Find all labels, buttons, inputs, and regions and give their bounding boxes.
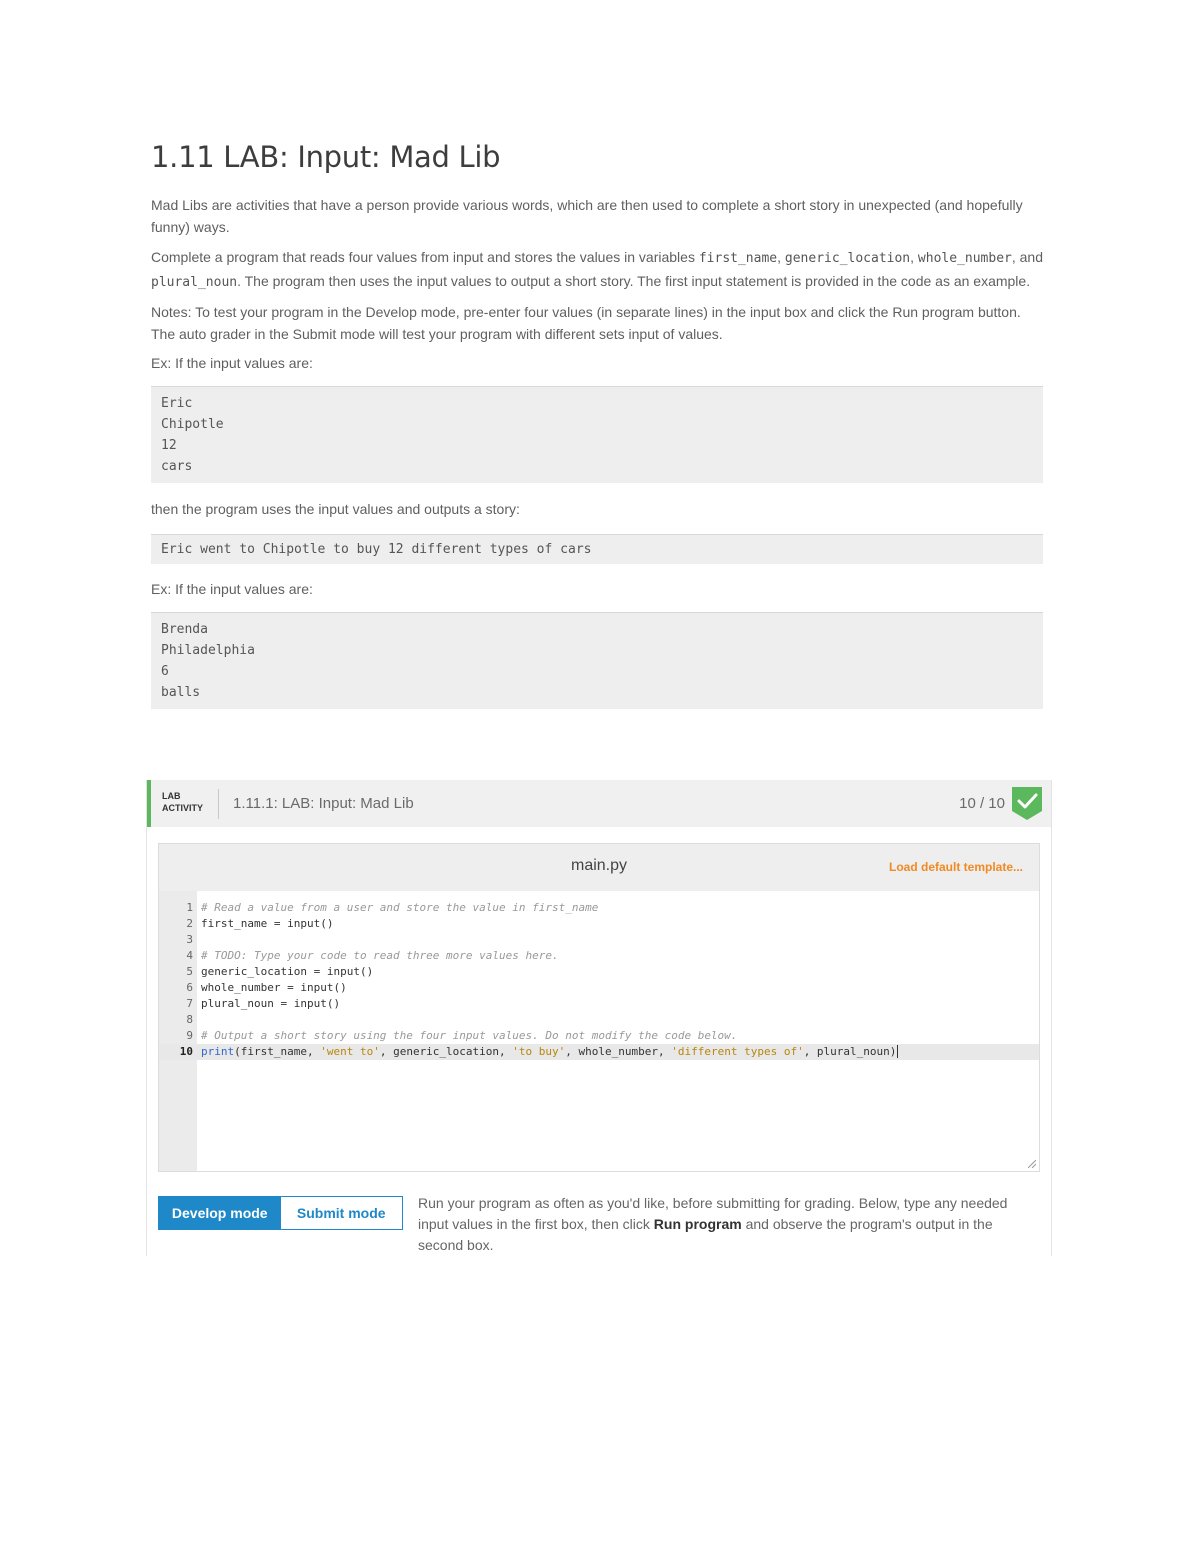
example2-input-line: Brenda: [161, 622, 208, 637]
code-editor[interactable]: [158, 843, 1040, 1172]
code-line[interactable]: [159, 916, 1039, 932]
example1-input-line: Eric: [161, 396, 193, 411]
resize-handle-icon[interactable]: [1028, 1160, 1036, 1168]
example1-label: Ex: If the input values are:: [151, 355, 313, 371]
line-number: 6: [186, 981, 193, 994]
example2-input-line: Philadelphia: [161, 643, 255, 658]
code-line[interactable]: [159, 980, 1039, 996]
var-whole-number: whole_number: [917, 251, 1012, 266]
code-comment: # Read a value from a user and store the value in first_name: [201, 901, 599, 914]
editor-filename: main.py: [570, 857, 628, 874]
code-string: 'to buy': [512, 1045, 566, 1058]
task-sep-3: , and: [1011, 249, 1043, 265]
code-args: , generic_location,: [379, 1045, 513, 1058]
example1-input-line: Chipotle: [161, 417, 224, 432]
example1-output-box: [151, 534, 1043, 564]
code-line[interactable]: [159, 1028, 1039, 1044]
task-text-post: . The program then uses the input values to output a short story. The first input statement is provided in the code as an example.: [237, 273, 1031, 289]
mode-toggle: [158, 1196, 403, 1230]
task-paragraph: [151, 246, 1043, 294]
lab-description: [151, 140, 1043, 709]
line-number: 10: [179, 1045, 193, 1058]
code-line[interactable]: [159, 932, 1039, 948]
lab-tag-line: ACTIVITY: [162, 803, 204, 813]
example1-input-line: 12: [161, 438, 177, 453]
code-text: whole_number = input(): [201, 981, 347, 994]
line-number: 1: [186, 901, 193, 914]
hint-text-end: and observe the program's output in the second box.: [418, 1216, 993, 1253]
completed-check-icon: [1012, 787, 1042, 820]
code-text: generic_location = input(): [201, 965, 374, 978]
code-line[interactable]: [159, 1012, 1039, 1028]
line-number: 2: [186, 917, 193, 930]
example2-input-line: balls: [161, 685, 201, 700]
code-line[interactable]: [159, 964, 1039, 980]
lab-activity-title: 1.11.1: LAB: Input: Mad Lib: [233, 795, 414, 812]
code-text: first_name = input(): [201, 917, 334, 930]
lab-activity-panel: [146, 780, 1052, 1256]
task-sep-1: ,: [777, 249, 785, 265]
header-divider: [218, 789, 219, 819]
text-cursor: [897, 1045, 898, 1058]
lab-score: 10 / 10: [959, 795, 1005, 812]
line-number: 8: [186, 1013, 193, 1026]
var-generic-location: generic_location: [784, 251, 911, 266]
code-line-active[interactable]: [159, 1044, 1039, 1060]
example1-input-box: [151, 386, 1043, 483]
var-plural-noun: plural_noun: [151, 275, 238, 290]
code-text: plural_noun = input(): [201, 997, 341, 1010]
code-string: 'different types of': [671, 1045, 804, 1058]
code-line[interactable]: [159, 900, 1039, 916]
code-line[interactable]: [159, 948, 1039, 964]
editor-header: [159, 844, 1039, 891]
example2-label: Ex: If the input values are:: [151, 581, 313, 597]
code-args: (first_name,: [234, 1045, 321, 1058]
line-number: 4: [186, 949, 193, 962]
code-args: , plural_noun): [803, 1045, 897, 1058]
example2-input-box: [151, 612, 1043, 709]
code-comment: # TODO: Type your code to read three more values here.: [201, 949, 559, 962]
lab-activity-header: [147, 780, 1051, 827]
then-text: then the program uses the input values and outputs a story:: [151, 501, 520, 517]
notes-paragraph: Notes: To test your program in the Develop mode, pre-enter four values (in separate lines) in the input box and click the Run program button. The auto grader in the Submit mode will test your program with different sets input of values.: [151, 304, 1021, 342]
code-comment: # Output a short story using the four input values. Do not modify the code below.: [201, 1029, 738, 1042]
code-lines[interactable]: [159, 900, 1039, 1060]
example1-output-line: Eric went to Chipotle to buy 12 different types of cars: [161, 542, 592, 557]
submit-mode-button[interactable]: Submit mode: [281, 1197, 403, 1229]
code-line[interactable]: [159, 996, 1039, 1012]
lab-activity-tag: [162, 790, 203, 814]
load-default-template-link[interactable]: Load default template...: [888, 860, 1023, 874]
hint-text: Run your program as often as you'd like, before submitting for grading. Below, type any needed input values in the first box, then click: [418, 1195, 1008, 1232]
line-number: 5: [186, 965, 193, 978]
code-func: print: [201, 1045, 235, 1058]
code-string: 'went to': [320, 1045, 380, 1058]
line-number: 7: [186, 997, 193, 1010]
task-text-pre: Complete a program that reads four values from input and stores the values in variables: [151, 249, 699, 265]
var-first-name: first_name: [698, 251, 778, 266]
hint-run-program: Run program: [653, 1216, 742, 1232]
page-title: 1.11 LAB: Input: Mad Lib: [151, 140, 501, 174]
lab-tag-line: LAB: [162, 791, 181, 801]
line-number: 3: [186, 933, 193, 946]
code-text: [201, 1044, 898, 1060]
example1-input-line: cars: [161, 459, 193, 474]
run-instructions: [418, 1193, 1038, 1256]
line-number: 9: [186, 1029, 193, 1042]
code-args: , whole_number,: [565, 1045, 672, 1058]
intro-paragraph: Mad Libs are activities that have a person provide various words, which are then used to complete a short story in unexpected (and hopefully funny) ways.: [151, 197, 1023, 235]
develop-mode-button[interactable]: Develop mode: [159, 1197, 281, 1229]
task-sep-2: ,: [910, 249, 918, 265]
example2-input-line: 6: [161, 664, 169, 679]
